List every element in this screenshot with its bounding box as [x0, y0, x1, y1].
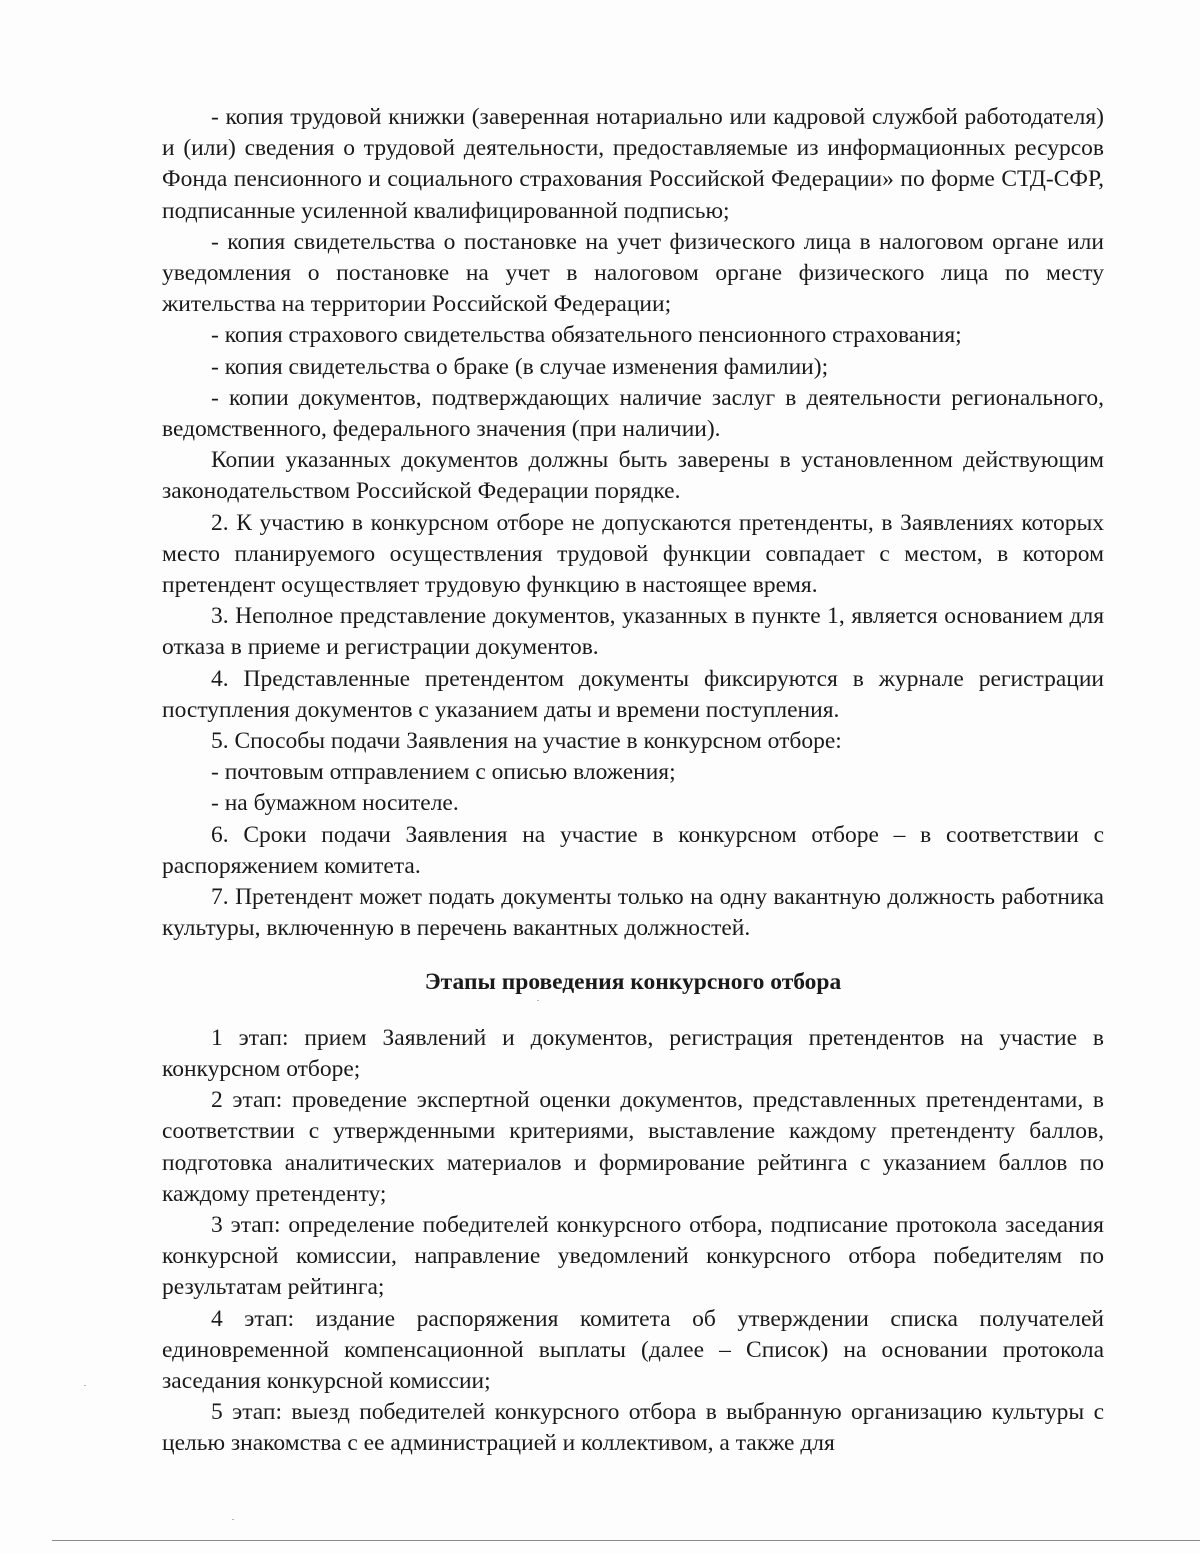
document-body [162, 102, 1104, 1460]
paragraph-merit-documents-copy: - копии документов, подтверждающих наличие заслуг в деятельности регионального, ведомственного, федерального значения (при наличии). [162, 384, 1104, 443]
paragraph-marriage-certificate-copy: - копия свидетельства о браке (в случае изменения фамилии); [211, 353, 829, 380]
paragraph-clause-6: 6. Сроки подачи Заявления на участие в конкурсном отборе – в соответствии с распоряжением комитета. [162, 821, 1104, 879]
paragraph-tax-registration-copy: - копия свидетельства о постановке на учет физического лица в налоговом органе или уведомления о постановке на учет в налоговом органе физического лица по месту жительства на территории Российской Федерации; [162, 228, 1104, 318]
paragraph-employment-record-copy: - копия трудовой книжки (заверенная нотариально или кадровой службой работодателя) и (или) сведения о трудовой деятельности, предоставляемые из информационных ресурсов Фонда пенсионного и социального страхования Российской Федерации» по форме СТД-СФР, подписанные усиленной квалифицированной подписью; [162, 104, 1104, 224]
stage-5: 5 этап: выезд победителей конкурсного отбора в выбранную организацию культуры с целью знакомства с ее администрацией и коллективом, а также для [162, 1399, 1104, 1457]
paragraph-clause-2: 2. К участию в конкурсном отборе не допускаются претенденты, в Заявлениях которых место планируемого осуществления трудовой функции совпадает с местом, в котором претендент осуществляет трудовую функцию в настоящее время. [162, 509, 1104, 599]
stage-4: 4 этап: издание распоряжения комитета об утверждении списка получателей единовременной компенсационной выплаты (далее – Список) на основании протокола заседания конкурсной комиссии; [162, 1305, 1104, 1394]
scan-speck [84, 1385, 86, 1386]
scan-speck [232, 1519, 234, 1520]
paragraph-clause-4: 4. Представленные претендентом документы фиксируются в журнале регистрации поступления документов с указанием даты и времени поступления. [162, 665, 1104, 723]
paragraph-submission-on-paper: - на бумажном носителе. [211, 790, 459, 817]
stage-2: 2 этап: проведение экспертной оценки документов, представленных претендентами, в соответствии с утвержденными критериями, выставление каждому претенденту баллов, подготовка аналитических материалов и формирование рейтинга с указанием баллов по каждому претенденту; [162, 1087, 1104, 1207]
paragraph-pension-certificate-copy: - копия страхового свидетельства обязательного пенсионного страхования; [211, 322, 962, 349]
paragraph-certification-note: Копии указанных документов должны быть заверены в установленном действующим законодательством Российской Федерации порядке. [162, 447, 1104, 505]
stage-3: 3 этап: определение победителей конкурсного отбора, подписание протокола заседания конкурсной комиссии, направление уведомлений конкурсного отбора победителям по результатам рейтинга; [162, 1211, 1104, 1301]
paragraph-clause-5: 5. Способы подачи Заявления на участие в конкурсном отборе: [211, 728, 842, 755]
scan-speck [537, 1000, 539, 1001]
paragraph-clause-3: 3. Неполное представление документов, указанных в пункте 1, является основанием для отказа в приеме и регистрации документов. [162, 603, 1104, 661]
paragraph-submission-by-mail: - почтовым отправлением с описью вложения; [211, 759, 676, 786]
page-bottom-edge-line [52, 1540, 1200, 1541]
paragraph-clause-7: 7. Претендент может подать документы только на одну вакантную должность работника культуры, включенную в перечень вакантных должностей. [162, 884, 1104, 942]
stage-1: 1 этап: прием Заявлений и документов, регистрация претендентов на участие в конкурсном отборе; [162, 1024, 1104, 1082]
section-heading: Этапы проведения конкурсного отбора [424, 969, 842, 996]
